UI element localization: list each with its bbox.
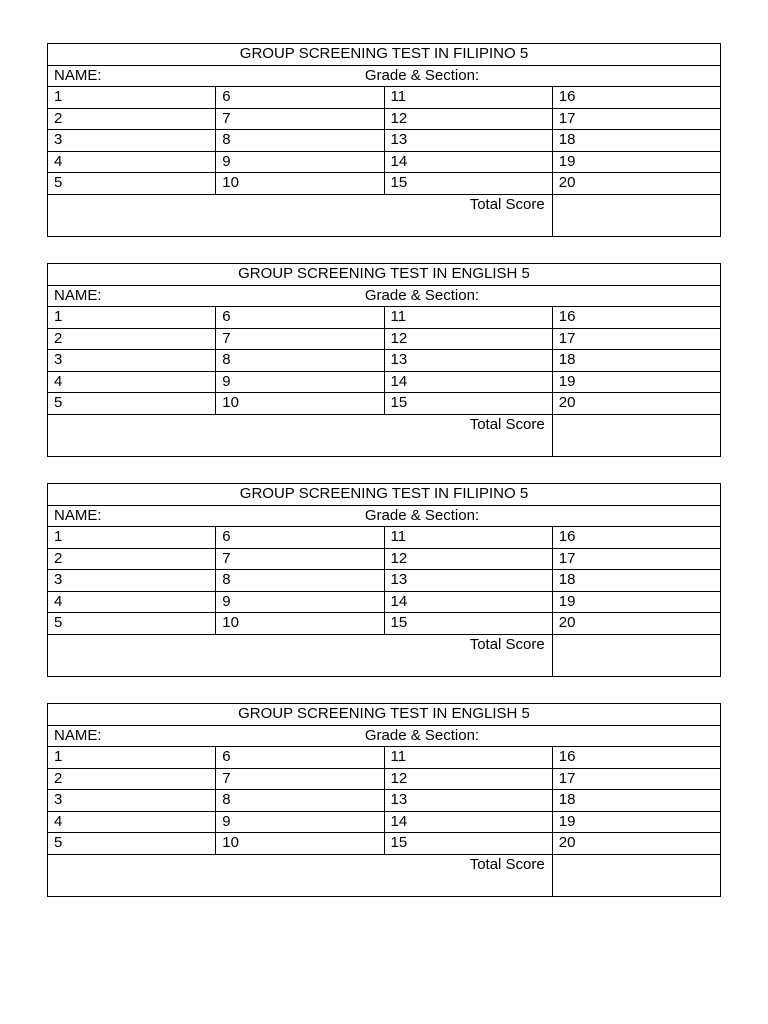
- screening-sheet: [47, 43, 721, 237]
- answer-cell[interactable]: 20: [552, 613, 720, 635]
- answer-cell[interactable]: 8: [216, 570, 384, 592]
- answer-cell[interactable]: 9: [216, 151, 384, 173]
- answer-row: [48, 87, 721, 109]
- answer-cell[interactable]: 16: [552, 747, 720, 769]
- name-label: NAME:: [54, 726, 102, 744]
- answer-cell[interactable]: 13: [384, 790, 552, 812]
- answer-cell[interactable]: 14: [384, 371, 552, 393]
- answer-row: [48, 527, 721, 549]
- answer-cell[interactable]: 1: [48, 307, 216, 329]
- answer-cell[interactable]: 2: [48, 548, 216, 570]
- total-score-field[interactable]: [552, 634, 720, 676]
- answer-row: [48, 108, 721, 130]
- answer-cell[interactable]: 19: [552, 591, 720, 613]
- answer-cell[interactable]: 19: [552, 811, 720, 833]
- answer-cell[interactable]: 16: [552, 87, 720, 109]
- answer-cell[interactable]: 15: [384, 613, 552, 635]
- answer-cell[interactable]: 17: [552, 548, 720, 570]
- answer-cell[interactable]: 13: [384, 350, 552, 372]
- answer-row: [48, 151, 721, 173]
- answer-cell[interactable]: 7: [216, 548, 384, 570]
- answer-cell[interactable]: 18: [552, 130, 720, 152]
- answer-cell[interactable]: 19: [552, 151, 720, 173]
- total-score-field[interactable]: [552, 854, 720, 896]
- answer-row: [48, 747, 721, 769]
- answer-cell[interactable]: 6: [216, 527, 384, 549]
- screening-sheet: [47, 263, 721, 457]
- answer-cell[interactable]: 10: [216, 173, 384, 195]
- answer-cell[interactable]: 10: [216, 833, 384, 855]
- answer-cell[interactable]: 10: [216, 393, 384, 415]
- answer-cell[interactable]: 12: [384, 108, 552, 130]
- name-grade-row[interactable]: [48, 725, 721, 747]
- answer-cell[interactable]: 14: [384, 811, 552, 833]
- total-score-label: Total Score: [48, 854, 553, 896]
- answer-row: [48, 328, 721, 350]
- answer-cell[interactable]: 17: [552, 108, 720, 130]
- answer-cell[interactable]: 16: [552, 307, 720, 329]
- sheet-title: GROUP SCREENING TEST IN ENGLISH 5: [48, 704, 721, 726]
- total-score-label: Total Score: [48, 194, 553, 236]
- answer-row: [48, 613, 721, 635]
- answer-row: [48, 811, 721, 833]
- answer-row: [48, 130, 721, 152]
- answer-cell[interactable]: 10: [216, 613, 384, 635]
- answer-cell[interactable]: 4: [48, 371, 216, 393]
- screening-sheet: [47, 483, 721, 677]
- total-score-label: Total Score: [48, 634, 553, 676]
- answer-cell[interactable]: 2: [48, 768, 216, 790]
- answer-cell[interactable]: 3: [48, 350, 216, 372]
- answer-cell[interactable]: 17: [552, 768, 720, 790]
- answer-cell[interactable]: 2: [48, 328, 216, 350]
- answer-cell[interactable]: 4: [48, 151, 216, 173]
- name-grade-row[interactable]: [48, 505, 721, 527]
- answer-row: [48, 591, 721, 613]
- sheet-title: GROUP SCREENING TEST IN FILIPINO 5: [48, 484, 721, 506]
- answer-cell[interactable]: 1: [48, 527, 216, 549]
- name-grade-row[interactable]: [48, 65, 721, 87]
- answer-cell[interactable]: 5: [48, 393, 216, 415]
- answer-row: [48, 570, 721, 592]
- answer-cell[interactable]: 8: [216, 350, 384, 372]
- answer-cell[interactable]: 18: [552, 790, 720, 812]
- answer-cell[interactable]: 12: [384, 328, 552, 350]
- answer-cell[interactable]: 13: [384, 130, 552, 152]
- answer-row: [48, 173, 721, 195]
- sheet-title: GROUP SCREENING TEST IN FILIPINO 5: [48, 44, 721, 66]
- answer-row: [48, 768, 721, 790]
- answer-cell[interactable]: 18: [552, 570, 720, 592]
- answer-cell[interactable]: 11: [384, 87, 552, 109]
- answer-cell[interactable]: 9: [216, 811, 384, 833]
- sheet-title: GROUP SCREENING TEST IN ENGLISH 5: [48, 264, 721, 286]
- answer-cell[interactable]: 18: [552, 350, 720, 372]
- answer-row: [48, 833, 721, 855]
- answer-cell[interactable]: 14: [384, 591, 552, 613]
- answer-row: [48, 790, 721, 812]
- answer-row: [48, 371, 721, 393]
- answer-cell[interactable]: 5: [48, 173, 216, 195]
- answer-cell[interactable]: 11: [384, 527, 552, 549]
- answer-cell[interactable]: 1: [48, 747, 216, 769]
- answer-cell[interactable]: 6: [216, 87, 384, 109]
- answer-cell[interactable]: 12: [384, 768, 552, 790]
- grade-section-label: Grade & Section:: [364, 726, 480, 744]
- grade-section-label: Grade & Section:: [364, 66, 480, 84]
- answer-cell[interactable]: 9: [216, 591, 384, 613]
- answer-row: [48, 548, 721, 570]
- answer-cell[interactable]: 4: [48, 591, 216, 613]
- answer-cell[interactable]: 17: [552, 328, 720, 350]
- grade-section-label: Grade & Section:: [364, 506, 480, 524]
- answer-cell[interactable]: 12: [384, 548, 552, 570]
- answer-cell[interactable]: 5: [48, 833, 216, 855]
- answer-cell[interactable]: 3: [48, 130, 216, 152]
- screening-sheet: [47, 703, 721, 897]
- answer-row: [48, 307, 721, 329]
- answer-cell[interactable]: 4: [48, 811, 216, 833]
- name-label: NAME:: [54, 66, 102, 84]
- answer-cell[interactable]: 7: [216, 328, 384, 350]
- answer-cell[interactable]: 5: [48, 613, 216, 635]
- answer-cell[interactable]: 20: [552, 833, 720, 855]
- grade-section-label: Grade & Section:: [364, 286, 480, 304]
- answer-cell[interactable]: 3: [48, 790, 216, 812]
- answer-cell[interactable]: 6: [216, 747, 384, 769]
- answer-cell[interactable]: 19: [552, 371, 720, 393]
- total-score-field[interactable]: [552, 194, 720, 236]
- answer-cell[interactable]: 7: [216, 768, 384, 790]
- answer-cell[interactable]: 20: [552, 393, 720, 415]
- answer-cell[interactable]: 6: [216, 307, 384, 329]
- answer-cell[interactable]: 11: [384, 307, 552, 329]
- total-score-label: Total Score: [48, 414, 553, 456]
- answer-cell[interactable]: 14: [384, 151, 552, 173]
- name-label: NAME:: [54, 506, 102, 524]
- answer-cell[interactable]: 20: [552, 173, 720, 195]
- answer-cell[interactable]: 8: [216, 790, 384, 812]
- answer-cell[interactable]: 15: [384, 833, 552, 855]
- answer-cell[interactable]: 3: [48, 570, 216, 592]
- answer-cell[interactable]: 8: [216, 130, 384, 152]
- answer-cell[interactable]: 2: [48, 108, 216, 130]
- name-label: NAME:: [54, 286, 102, 304]
- name-grade-row[interactable]: [48, 285, 721, 307]
- answer-cell[interactable]: 13: [384, 570, 552, 592]
- answer-row: [48, 350, 721, 372]
- answer-cell[interactable]: 16: [552, 527, 720, 549]
- answer-cell[interactable]: 1: [48, 87, 216, 109]
- answer-cell[interactable]: 7: [216, 108, 384, 130]
- answer-cell[interactable]: 15: [384, 393, 552, 415]
- answer-cell[interactable]: 15: [384, 173, 552, 195]
- answer-cell[interactable]: 11: [384, 747, 552, 769]
- total-score-field[interactable]: [552, 414, 720, 456]
- answer-cell[interactable]: 9: [216, 371, 384, 393]
- answer-row: [48, 393, 721, 415]
